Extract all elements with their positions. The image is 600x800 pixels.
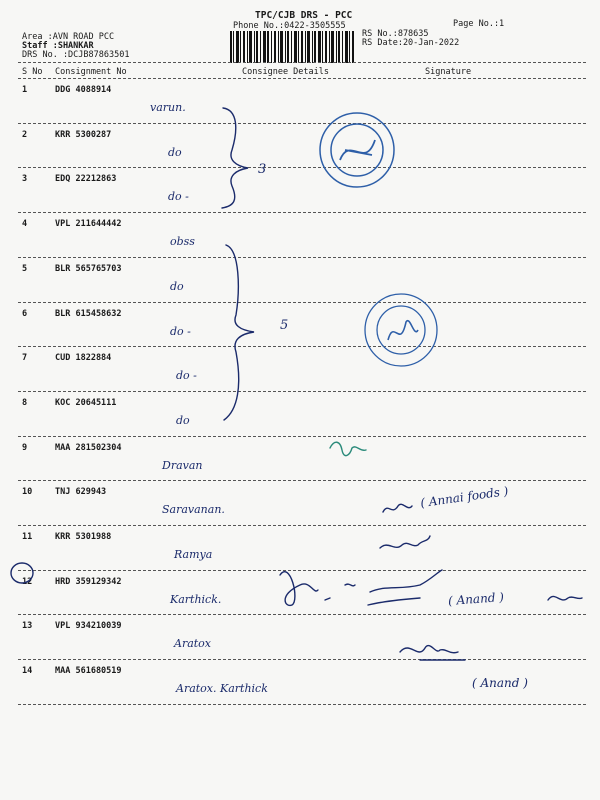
col-consignee: Consignee Details — [242, 67, 329, 77]
row-consignment-no: MAA 561680519 — [55, 666, 122, 677]
row-consignment-no: BLR 565765703 — [55, 263, 122, 274]
row-consignment-no: HRD 359129342 — [55, 576, 122, 587]
row-consignee-handwriting: Ramya — [174, 548, 213, 561]
row-divider — [18, 525, 586, 526]
row14-signature-text: ( Anand ) — [472, 676, 528, 690]
row-consignment-no: MAA 281502304 — [55, 442, 122, 453]
row-sno: 13 — [22, 621, 33, 632]
row-consignee-handwriting: do — [170, 279, 184, 293]
row-sno: 2 — [22, 129, 28, 140]
row-consignee-handwriting: Saravanan. — [162, 503, 225, 517]
row-divider — [18, 167, 586, 168]
row-consignee-handwriting: varun. — [150, 101, 186, 114]
row-sno: 4 — [22, 219, 28, 230]
page-number: Page No.:1 — [453, 19, 505, 29]
row-consignee-handwriting: Aratox. Karthick — [176, 682, 268, 696]
row-sno: 7 — [22, 353, 28, 364]
row-consignee-handwriting: do — [176, 413, 190, 427]
row-sno: 1 — [22, 85, 28, 95]
group1-count: 3 — [258, 162, 267, 177]
rs-number: RS No.:878635 — [362, 29, 429, 39]
group2-count: 5 — [280, 318, 289, 333]
row-divider — [18, 436, 586, 437]
row-divider — [18, 659, 586, 660]
row-divider — [18, 123, 586, 124]
row12-signature-text: ( Anand ) — [447, 590, 505, 608]
row-consignee-handwriting: do - — [170, 324, 191, 338]
row-consignment-no: DDG 4088914 — [55, 85, 112, 95]
barcode-image — [230, 31, 355, 63]
row-sno: 8 — [22, 397, 28, 408]
row-divider — [18, 346, 586, 347]
row-consignee-handwriting: Aratox — [174, 637, 212, 651]
row-consignee-handwriting: Karthick. — [170, 592, 222, 606]
row-sno: 3 — [22, 174, 28, 185]
header-rule-top — [18, 62, 586, 63]
col-signature: Signature — [425, 67, 472, 77]
col-sno: S No — [22, 67, 43, 77]
row-divider — [18, 704, 586, 705]
row-consignment-no: BLR 615458632 — [55, 308, 122, 319]
row-sno: 14 — [22, 666, 33, 677]
row-sno: 5 — [22, 263, 28, 274]
rs-date: RS Date:20-Jan-2022 — [362, 38, 460, 48]
row-divider — [18, 302, 586, 303]
drs-number: DRS No. :DCJB87863501 — [22, 50, 130, 60]
row-divider — [18, 212, 586, 213]
phone-number: Phone No.:0422-3505555 — [233, 21, 346, 31]
row-consignment-no: CUD 1822884 — [55, 353, 112, 364]
row-consignment-no: VPL 211644442 — [55, 219, 122, 230]
row-divider — [18, 570, 586, 571]
area-label: Area :AVN ROAD PCC — [22, 32, 115, 42]
row-consignment-no: KRR 5301988 — [55, 532, 112, 542]
row-divider — [18, 614, 586, 615]
col-consignment: Consignment No — [55, 67, 127, 77]
row-consignee-handwriting: Dravan — [162, 458, 203, 472]
row-divider — [18, 257, 586, 258]
brace-group2 — [224, 245, 254, 420]
row-consignment-no: TNJ 629943 — [55, 487, 107, 498]
document-title: TPC/CJB DRS - PCC — [255, 10, 353, 21]
row-consignment-no: KRR 5300287 — [55, 129, 112, 140]
row-sno: 11 — [22, 532, 33, 542]
row10-signature-text: ( Annai foods ) — [419, 483, 510, 511]
row-sno: 9 — [22, 442, 28, 453]
header-rule-bottom — [18, 78, 586, 79]
row-consignee-handwriting: obss — [170, 235, 195, 249]
staff-label: Staff :SHANKAR — [22, 41, 94, 51]
row-consignment-no: VPL 934210039 — [55, 621, 122, 632]
row-sno: 12 — [22, 576, 33, 587]
row-consignment-no: EDQ 22212863 — [55, 174, 117, 185]
row-consignment-no: KOC 20645111 — [55, 397, 117, 408]
row-consignee-handwriting: do - — [168, 190, 189, 204]
row-divider — [18, 480, 586, 481]
row-sno: 6 — [22, 308, 28, 319]
row-consignee-handwriting: do — [168, 145, 182, 159]
row-sno: 10 — [22, 487, 33, 498]
row-consignee-handwriting: do - — [176, 369, 197, 383]
row-divider — [18, 391, 586, 392]
